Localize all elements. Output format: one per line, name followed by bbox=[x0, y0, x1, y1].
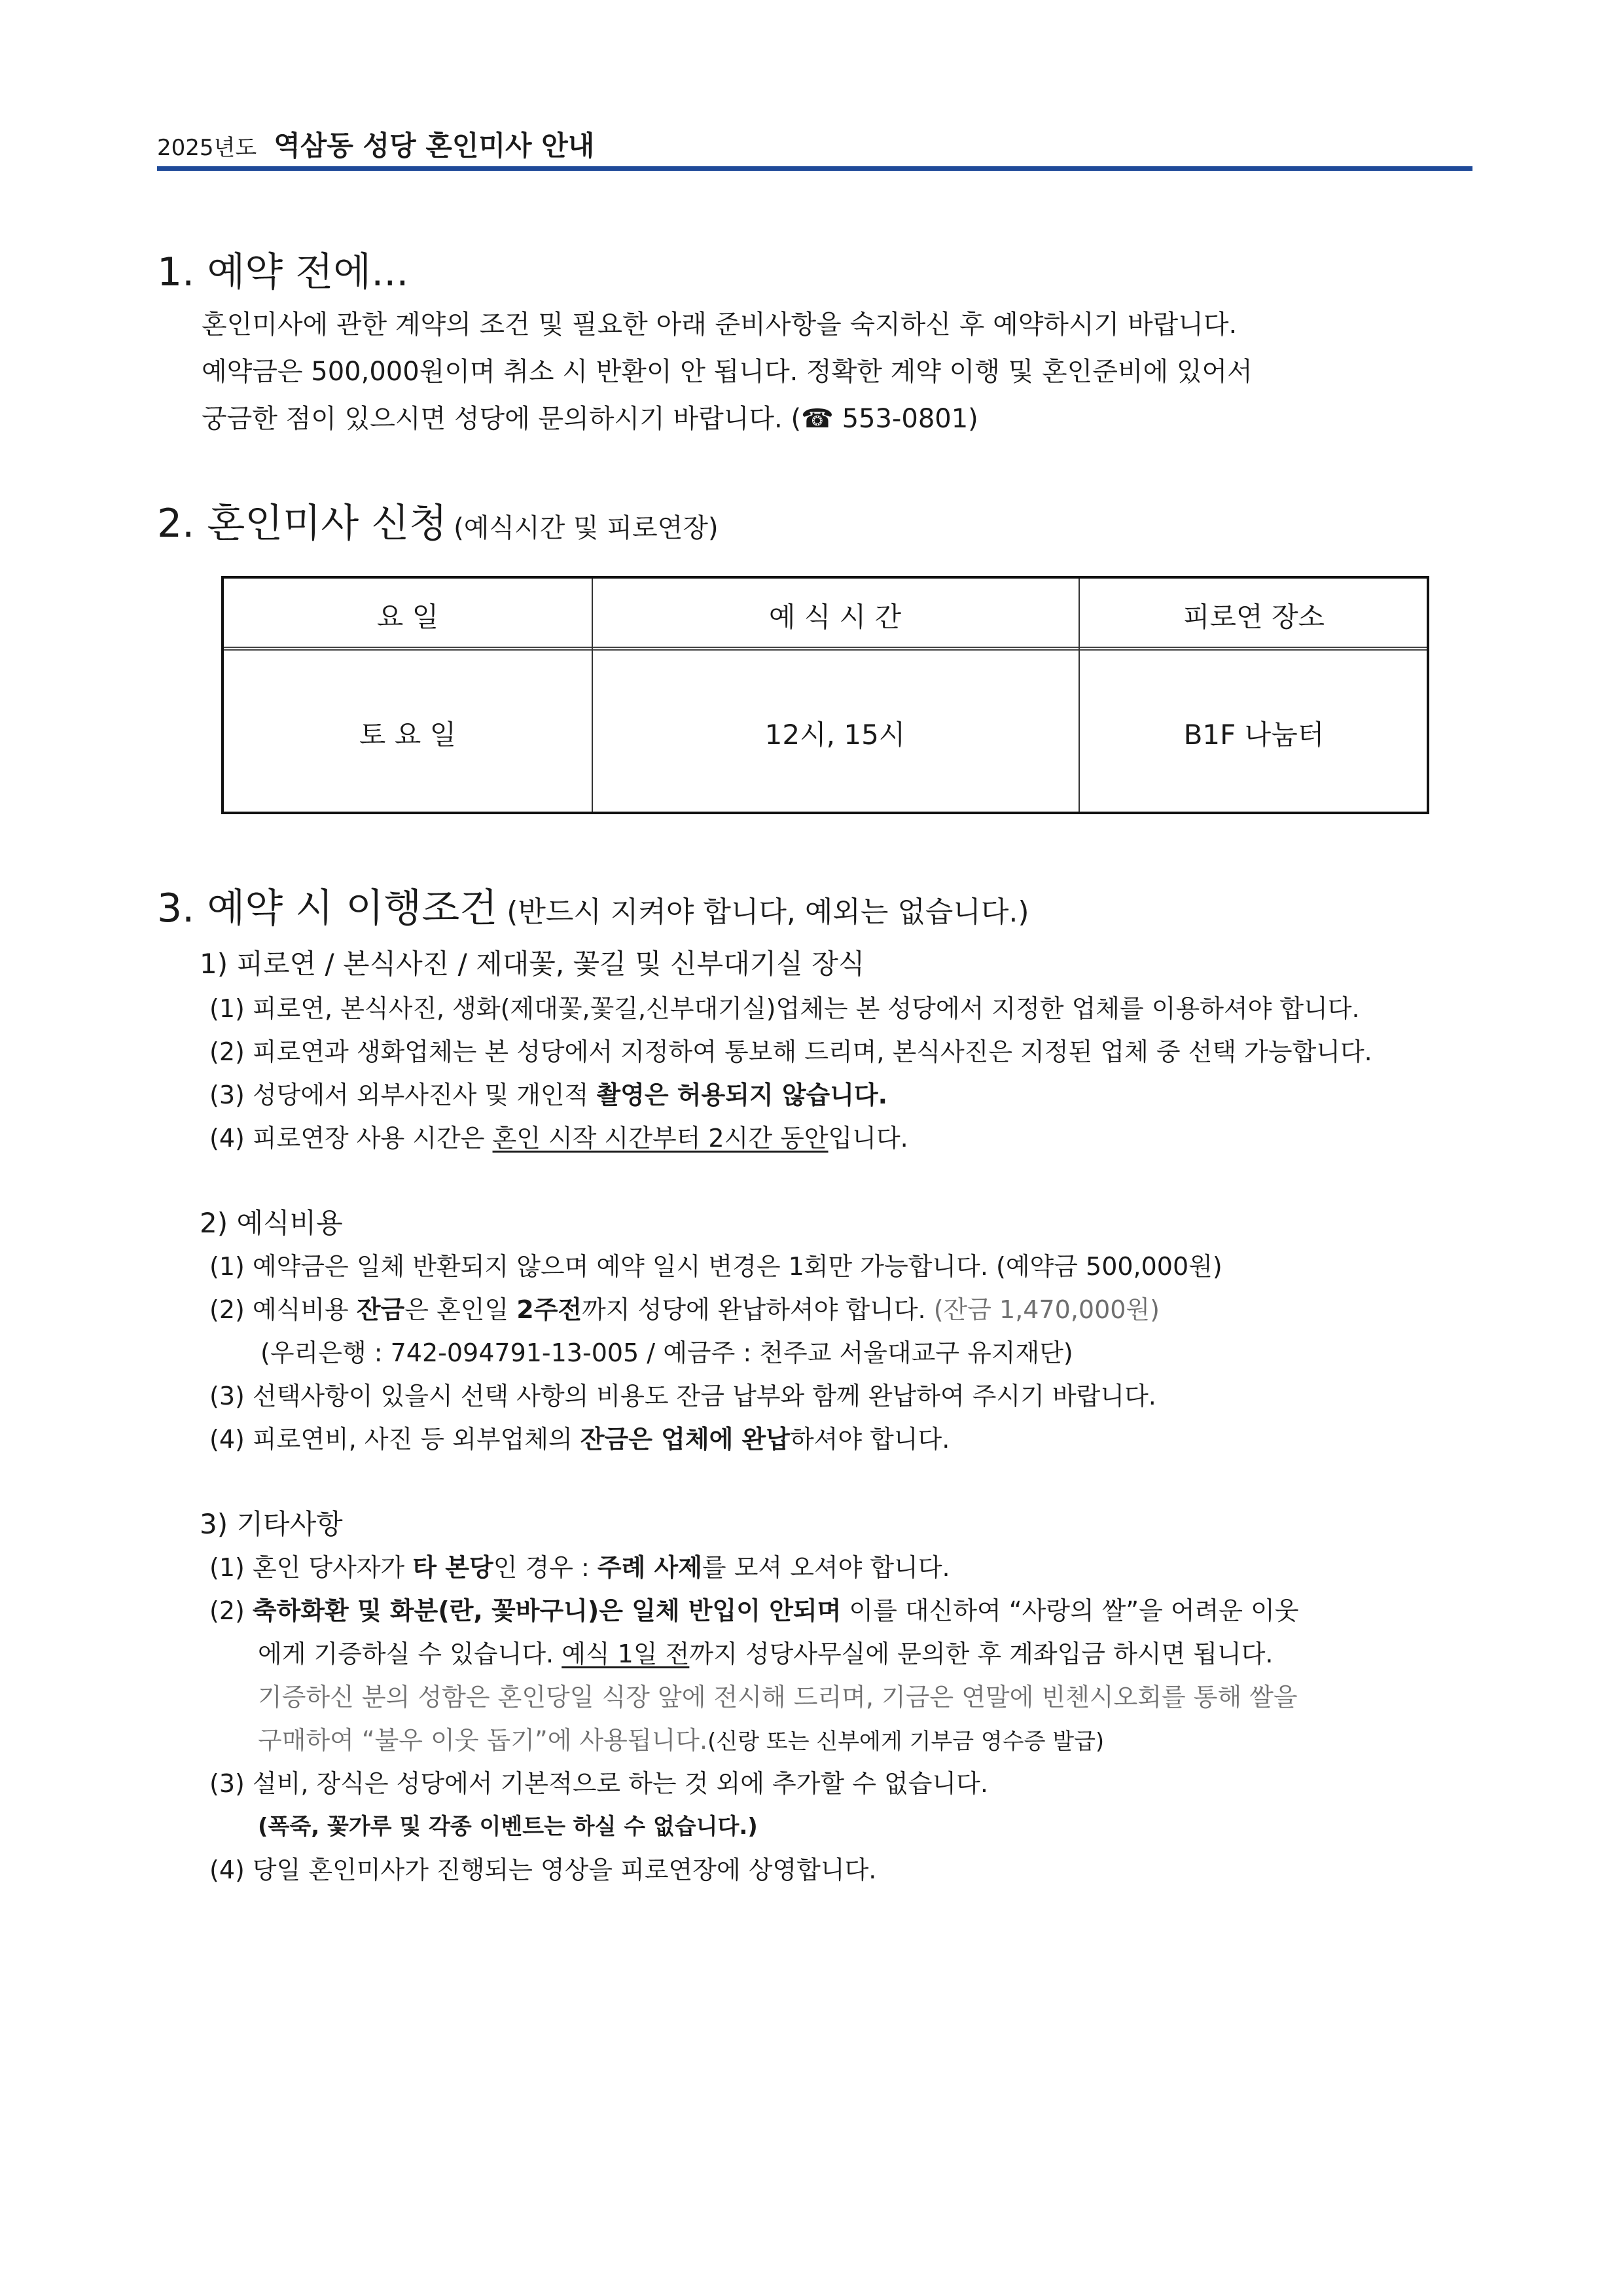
sub1-item-3 bbox=[209, 1073, 1486, 1117]
table-header-day: 요 일 bbox=[376, 601, 439, 633]
sub3-item-2-bold: 축하화환 및 화분(란, 꽃바구니)은 일체 반입이 안되며 bbox=[252, 1596, 842, 1625]
sub1-item-2: (2) 피로연과 생화업체는 본 성당에서 지정하여 통보해 드리며, 본식사진은 지정된 업체 중 선택 가능합니다. bbox=[209, 1037, 1372, 1066]
sub1-item-1: (1) 피로연, 본식사진, 생화(제대꽃,꽃길,신부대기실)업체는 본 성당에서 지정한 업체를 이용하셔야 합니다. bbox=[209, 994, 1360, 1023]
sub3-item-2-line-2 bbox=[258, 1632, 1488, 1676]
sub2-item-3: (3) 선택사항이 있을시 선택 사항의 비용도 잔금 납부와 함께 완납하여 주시기 바랍니다. bbox=[209, 1382, 1156, 1410]
sub2-item-2-text-a: (2) 예식비용 bbox=[209, 1295, 357, 1324]
sub3-item-2-line-2-text: 에게 기증하실 수 있습니다. bbox=[258, 1640, 562, 1668]
table-cell-venue: B1F 나눔터 bbox=[1183, 719, 1325, 751]
sub2-item-2-balance: (잔금 1,470,000원) bbox=[933, 1295, 1160, 1324]
sub3-item-2-line-4-note: (신랑 또는 신부에게 기부금 영수증 발급) bbox=[707, 1729, 1105, 1755]
sub3-item-1-text-a: (1) 혼인 당사자가 bbox=[209, 1553, 413, 1582]
section1-line-2: 예약금은 500,000원이며 취소 시 반환이 안 됩니다. 정확한 계약 이행 및 혼인준비에 있어서 bbox=[202, 357, 1253, 387]
sub3-item-4: (4) 당일 혼인미사가 진행되는 영상을 피로연장에 상영합니다. bbox=[209, 1856, 877, 1884]
header-year: 2025년도 bbox=[157, 135, 257, 161]
sub3-item-3-note: (폭죽, 꽃가루 및 각종 이벤트는 하실 수 없습니다.) bbox=[258, 1814, 758, 1840]
sub1-item-3-bold: 촬영은 허용되지 않습니다. bbox=[596, 1081, 888, 1109]
sub2-title: 2) 예식비용 bbox=[200, 1207, 343, 1239]
table-cell-time: 12시, 15시 bbox=[764, 719, 906, 751]
section2-subtitle: (예식시간 및 피로연장) bbox=[454, 513, 719, 543]
sub3-item-2-line-4-text: 구매하여 “불우 이웃 돕기”에 사용됩니다. bbox=[258, 1726, 708, 1755]
section3-title: 3. 예약 시 이행조건 bbox=[157, 886, 498, 931]
sub2-item-1: (1) 예약금은 일체 반환되지 않으며 예약 일시 변경은 1회만 가능합니다. (예약금 500,000원) bbox=[209, 1252, 1222, 1281]
sub2-item-2 bbox=[209, 1288, 1486, 1331]
sub3-item-1-bold-a: 타 본당 bbox=[412, 1553, 493, 1582]
sub3-title: 3) 기타사항 bbox=[200, 1508, 343, 1540]
section1-line-1: 혼인미사에 관한 계약의 조건 및 필요한 아래 준비사항을 숙지하신 후 예약하시기 바랍니다. bbox=[202, 310, 1238, 340]
table-header-venue: 피로연 장소 bbox=[1183, 601, 1325, 633]
sub1-item-4-tail: 입니다. bbox=[828, 1124, 908, 1153]
sub2-item-2-bold-a: 잔금 bbox=[356, 1295, 405, 1324]
sub1-item-4-underline: 혼인 시작 시간부터 2시간 동안 bbox=[492, 1124, 829, 1153]
sub1-title: 1) 피로연 / 본식사진 / 제대꽃, 꽃길 및 신부대기실 장식 bbox=[200, 948, 865, 980]
sub1-item-4 bbox=[209, 1117, 1486, 1160]
sub1-item-3-text: (3) 성당에서 외부사진사 및 개인적 bbox=[209, 1081, 597, 1109]
sub3-item-1-bold-b: 주례 사제 bbox=[597, 1553, 702, 1582]
sub2-item-4-tail: 하셔야 합니다. bbox=[789, 1425, 950, 1454]
sub3-item-2 bbox=[209, 1589, 1486, 1632]
section3-note: (반드시 지켜야 합니다, 예외는 없습니다.) bbox=[507, 895, 1029, 929]
header-title: 역삼동 성당 혼인미사 안내 bbox=[274, 130, 595, 162]
sub2-item-4 bbox=[209, 1418, 1486, 1461]
sub3-item-2-line-4 bbox=[258, 1719, 1488, 1763]
sub3-item-3: (3) 설비, 장식은 성당에서 기본적으로 하는 것 외에 추가할 수 없습니다. bbox=[209, 1769, 988, 1798]
table-header-divider bbox=[224, 647, 1427, 651]
sub3-item-2-text: 이를 대신하여 “사랑의 쌀”을 어려운 이웃 bbox=[841, 1596, 1299, 1625]
section2-title: 2. 혼인미사 신청 bbox=[157, 501, 448, 547]
section1-line-3: 궁금한 점이 있으시면 성당에 문의하시기 바랍니다. (☎ 553-0801) bbox=[202, 404, 978, 434]
sub2-item-2-bold-b: 2주전 bbox=[516, 1295, 582, 1324]
schedule-table bbox=[221, 576, 1429, 814]
sub2-item-2-text-b: 은 혼인일 bbox=[404, 1295, 517, 1324]
sub2-item-2-text-c: 까지 성당에 완납하셔야 합니다. bbox=[582, 1295, 934, 1324]
sub3-item-2-num: (2) bbox=[209, 1596, 253, 1625]
sub3-item-2-line-2-underline: 예식 1일 전 bbox=[562, 1640, 690, 1668]
table-cell-day: 토 요 일 bbox=[359, 719, 457, 751]
sub3-item-2-line-3: 기증하신 분의 성함은 혼인당일 식장 앞에 전시해 드리며, 기금은 연말에 빈첸시오회를 통해 쌀을 bbox=[258, 1683, 1298, 1712]
sub1-item-4-text: (4) 피로연장 사용 시간은 bbox=[209, 1124, 493, 1153]
section1-heading: 1. 예약 전에... bbox=[157, 249, 409, 295]
sub2-item-4-text: (4) 피로연비, 사진 등 외부업체의 bbox=[209, 1425, 580, 1454]
section1-body bbox=[202, 301, 1478, 442]
sub2-item-4-bold: 잔금은 업체에 완납 bbox=[580, 1425, 790, 1454]
sub2-bank-info: (우리은행 : 742-094791-13-005 / 예금주 : 천주교 서울대교구 유지재단) bbox=[260, 1338, 1073, 1367]
document-header bbox=[157, 124, 1472, 164]
sub3-item-2-line-2-tail: 까지 성당사무실에 문의한 후 계좌입금 하시면 됩니다. bbox=[689, 1640, 1274, 1668]
section2-heading bbox=[157, 492, 719, 548]
sub3-item-1 bbox=[209, 1546, 1486, 1589]
section3-heading bbox=[157, 877, 1029, 933]
sub3-item-1-text-c: 를 모셔 오셔야 합니다. bbox=[702, 1553, 950, 1582]
table-header-time: 예 식 시 간 bbox=[768, 601, 902, 633]
header-rule bbox=[157, 166, 1472, 171]
sub3-item-1-text-b: 인 경우 : bbox=[493, 1553, 597, 1582]
